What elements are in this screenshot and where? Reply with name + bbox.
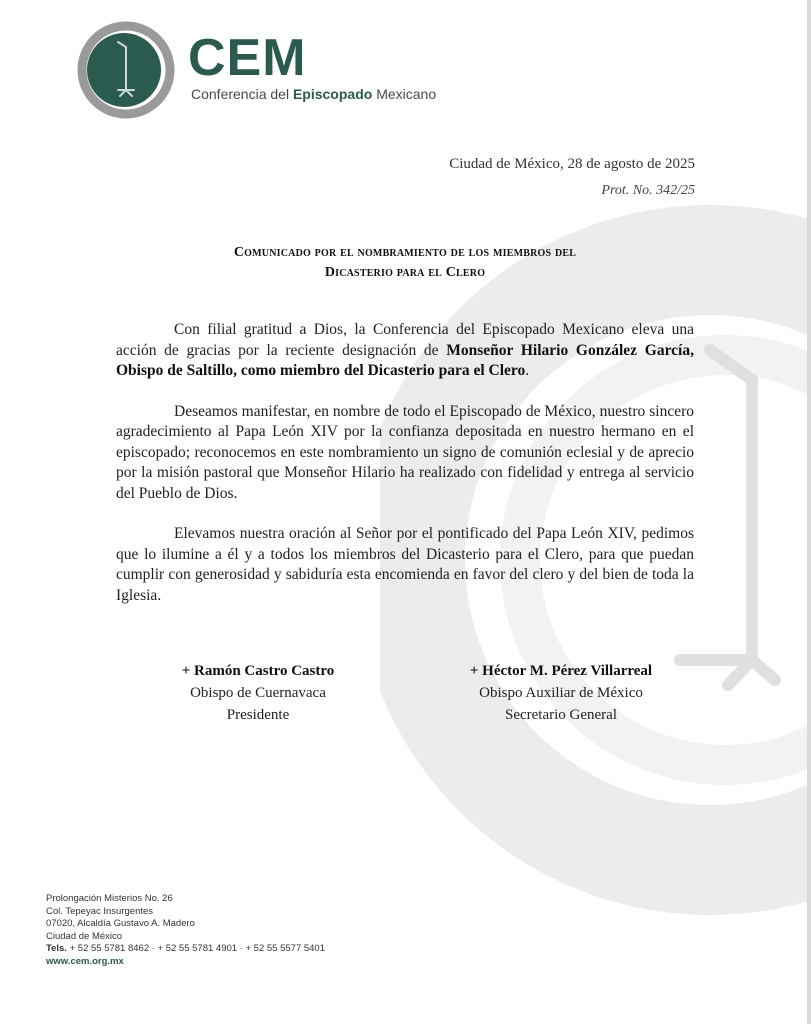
paragraph-1: Con filial gratitud a Dios, la Conferencia del Episcopado Mexicano eleva una acción de gracias por la reciente designación de Monseñor Hilario González García, Obispo de Saltillo, como miembro del Dicasterio para el Clero. [116,321,694,379]
document-title [130,243,680,283]
letter-body [116,320,694,626]
signatory-title: Obispo Auxiliar de México [479,685,643,701]
appointee-highlight: Monseñor Hilario González García, Obispo de Saltillo, como miembro del Dicasterio para el Clero [116,341,694,379]
signatory-name: + Ramón Castro Castro [181,663,335,679]
crozier-cross-emblem-icon [74,20,184,125]
logo-wordmark: CEM [188,29,307,87]
title-line-2: Dicasterio para el Clero [324,265,486,280]
title-line-1: Comunicado por el nombramiento de los miembros del [233,245,577,260]
address-line: Ciudad de México [46,930,123,942]
logo-subtitle: Conferencia del Episcopado Mexicano [191,86,437,102]
paragraph-3: Elevamos nuestra oración al Señor por el pontificado del Papa León XIV, pedimos que lo ilumine a él y a todos los miembros del Dicasterio para el Clero, para que puedan cumplir con generosidad y sabiduría esta encomienda en favor del clero y del bien de toda la Iglesia. [116,525,694,604]
protocol-number: Prot. No. 342/25 [601,183,695,198]
signatory-name: + Héctor M. Pérez Villarreal [469,663,653,679]
address-line: Col. Tepeyac Insurgentes [46,905,154,917]
signatory-role: Secretario General [504,707,618,723]
signatory-title: Obispo de Cuernavaca [190,685,326,701]
signature-block-president [128,660,388,726]
date-line: Ciudad de México, 28 de agosto de 2025 [449,156,695,172]
footer-contact [46,893,325,969]
signature-block-secretary [431,660,691,726]
signatory-role: Presidente [226,707,290,723]
website-link[interactable]: www.cem.org.mx [46,955,124,967]
phone-line: Tels. + 52 55 5781 8462 · + 52 55 5781 4901 · + 52 55 5577 5401 [46,943,325,955]
address-line: Prolongación Misterios No. 26 [46,893,173,904]
paragraph-2: Deseamos manifestar, en nombre de todo el Episcopado de México, nuestro sincero agradecimiento al Papa León XIV por la confianza depositada en nuestro hermano en el episcopado; reconocemos en este nombramiento un signo de comunión eclesial y de aprecio por la misión pastoral que Monseñor Hilario ha realizado con fidelidad y entrega al servicio del Pueblo de Dios. [116,402,694,502]
address-line: 07020, Alcaldía Gustavo A. Madero [46,918,195,930]
